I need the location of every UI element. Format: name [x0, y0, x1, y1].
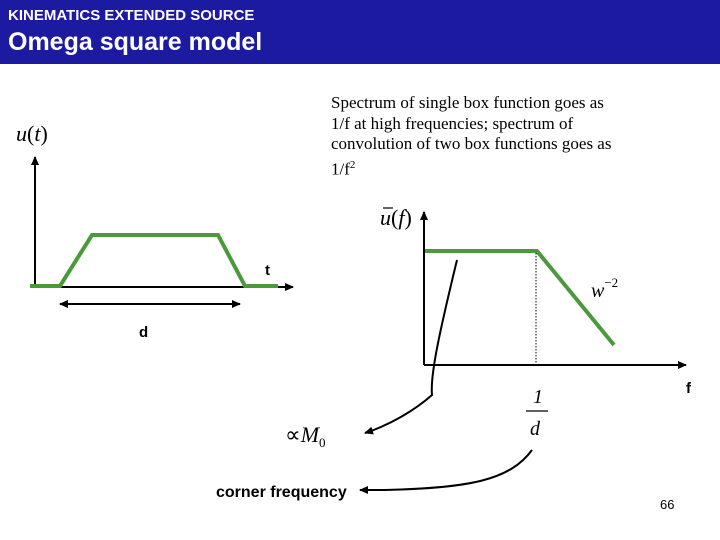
- corner-fraction-denominator: d: [530, 418, 540, 440]
- spectrum-note-exponent: 2: [349, 158, 356, 171]
- spectrum-note-text: Spectrum of single box function goes as 1/f at high frequencies; spectrum of convolution of two box functions goes as 1/f: [331, 93, 612, 179]
- time-plot-y-label: u(t): [16, 121, 48, 146]
- slide-title: Omega square model: [8, 28, 263, 56]
- duration-label: d: [139, 324, 149, 341]
- trapezoid-curve: [30, 235, 278, 286]
- spectrum-curve: [425, 251, 614, 345]
- time-domain-plot: [16, 121, 293, 341]
- corner-frequency-label: corner frequency: [216, 484, 347, 501]
- slide-subtitle: KINEMATICS EXTENDED SOURCE: [8, 7, 255, 24]
- slope-label: $w^{-2}$: [591, 275, 619, 302]
- moment-label: $\propto M_0$: [285, 422, 326, 450]
- page-number: 66: [660, 497, 675, 512]
- spectrum-plot: [285, 205, 692, 490]
- corner-frequency-arrow: [360, 450, 532, 490]
- moment-arrow: [365, 260, 457, 433]
- spectrum-y-label: u(f): [380, 205, 412, 230]
- frequency-axis-label: f: [686, 380, 691, 397]
- time-axis-label: t: [265, 262, 270, 279]
- corner-fraction-numerator: 1: [533, 386, 543, 408]
